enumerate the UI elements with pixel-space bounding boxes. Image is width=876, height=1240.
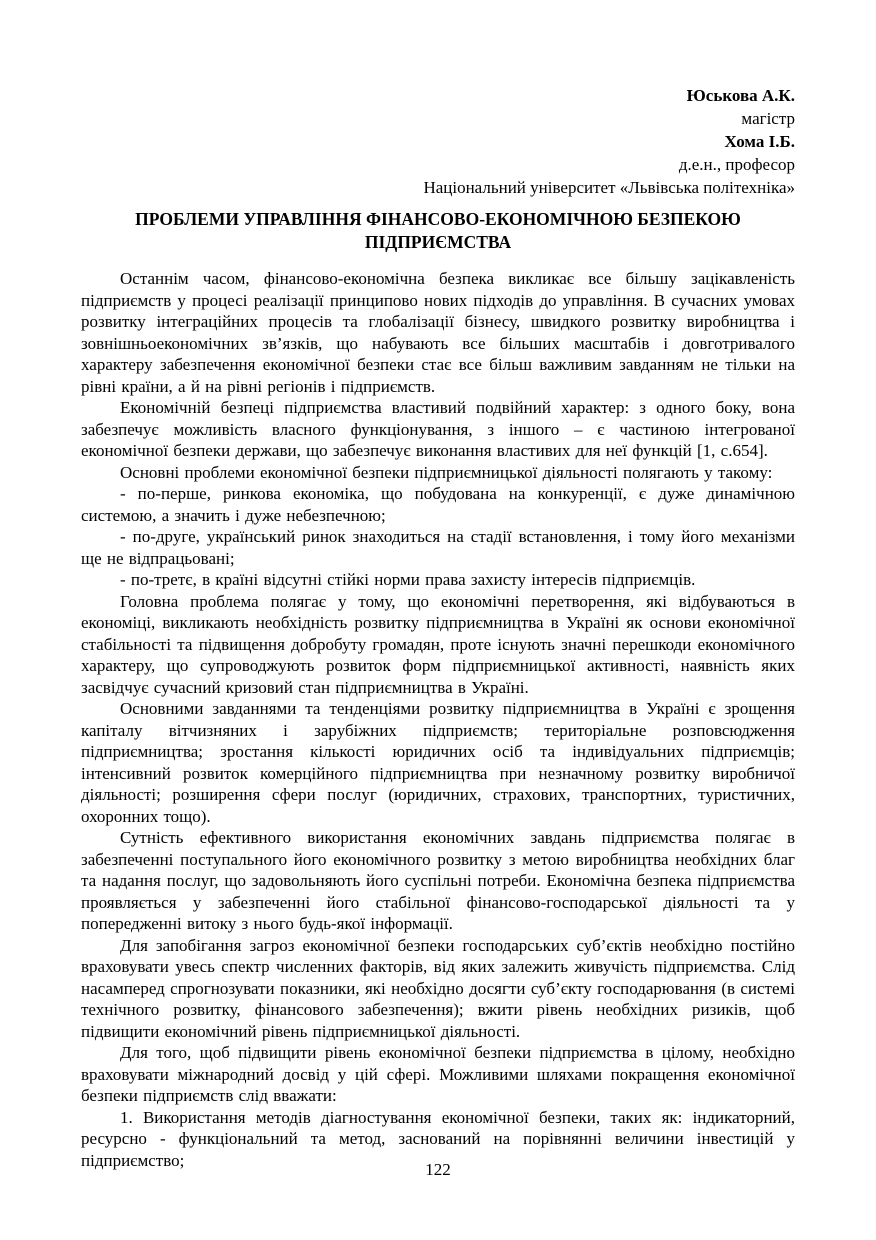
body-paragraph: Для запобігання загроз економічної безпеки господарських суб’єктів необхідно постійно враховувати увесь спектр численних факторів, від яких залежить живучість підприємства. Слід насамперед спрогнозувати показники, які необхідно досягти суб’єкту господарювання (в системі технічного розвитку, фінансового забезпечення); вжити рівень необхідних ризиків, щоб підвищити економічний рівень підприємницької діяльності. <box>81 935 795 1041</box>
body-list-item: - по-друге, український ринок знаходиться на стадії встановлення, і тому його механізми ще не відпрацьовані; <box>81 527 795 568</box>
body-paragraph: Основні проблеми економічної безпеки підприємницької діяльності полягають у такому: <box>120 462 773 482</box>
coauthor-name: Хома І.Б. <box>724 132 795 151</box>
paper-body <box>81 268 795 1171</box>
body-paragraph: Головна проблема полягає у тому, що економічні перетворення, які відбуваються в економіці, викликають необхідність розвитку підприємництва в Україні як основи економічної стабільності та підвищення добробуту громадян, проте існують значні перешкоди економічного характеру, що супроводжують розвиток форм підприємницької активності, наявність яких засвідчує сучасний кризовий стан підприємництва в Україні. <box>81 591 795 697</box>
body-paragraph: Для того, щоб підвищити рівень економічної безпеки підприємства в цілому, необхідно враховувати міжнародний досвід у цій сфері. Можливими шляхами покращення економічної безпеки підприємств слід вважати: <box>81 1043 795 1105</box>
body-paragraph: Економічній безпеці підприємства властивий подвійний характер: з одного боку, вона забезпечує можливість власного функціонування, з іншого – є частиною інтегрованої економічної безпеки держави, що забезпечує виконання властивих для неї функцій [1, с.654]. <box>81 398 795 460</box>
author-name: Юськова А.К. <box>686 86 795 105</box>
body-numbered-item: 1. Використання методів діагностування економічної безпеки, таких як: індикаторний, ресурсно - функціональний та метод, заснований на порівнянні величини інвестицій у підприємство; <box>81 1107 795 1170</box>
body-paragraph: Останнім часом, фінансово-економічна безпека викликає все більшу зацікавленість підприємств у процесі реалізації принципово нових підходів до управління. В сучасних умовах розвитку інтеграційних процесів та глобалізації бізнесу, швидкого розвитку виробництва і зовнішньоекономічних зв’язків, що набувають все більших масштабів і довготривалого характеру забезпечення економічної безпеки стає все більш важливим завданням не тільки на рівні країни, а й на рівні регіонів і підприємств. <box>81 269 795 396</box>
page-number: 122 <box>425 1160 451 1179</box>
author-block <box>81 84 795 199</box>
body-list-item: - по-третє, в країні відсутні стійкі норми права захисту інтересів підприємців. <box>120 570 696 589</box>
body-paragraph: Основними завданнями та тенденціями розвитку підприємництва в Україні є зрощення капіталу вітчизняних і зарубіжних підприємств; територіальне розповсюдження підприємництва; зростання кількості юридичних осіб та індивідуальних підприємців; інтенсивний розвиток комерційного підприємництва при незначному розвитку виробничої діяльності; розширення сфери послуг (юридичних, страхових, транспортних, туристичних, охоронних тощо). <box>81 699 795 826</box>
body-paragraph: Сутність ефективного використання економічних завдань підприємства полягає в забезпеченні поступального його економічного розвитку з метою виробництва необхідних благ та надання послуг, що задовольняють його суспільні потреби. Економічна безпека підприємства проявляється у забезпеченні його стабільної фінансово-господарської діяльності та у попередженні витоку з нього будь-якої інформації. <box>81 828 795 933</box>
paper-title: ПРОБЛЕМИ УПРАВЛІННЯ ФІНАНСОВО-ЕКОНОМІЧНОЮ БЕЗПЕКОЮ ПІДПРИЄМСТВА <box>135 209 741 252</box>
body-list-item: - по-перше, ринкова економіка, що побудована на конкуренції, є дуже динамічною системою, а значить і дуже небезпечною; <box>81 484 795 525</box>
affiliation: Національний університет «Львівська політехніка» <box>423 178 795 197</box>
coauthor-degree: д.е.н., професор <box>678 155 795 174</box>
author-degree: магістр <box>741 109 795 128</box>
